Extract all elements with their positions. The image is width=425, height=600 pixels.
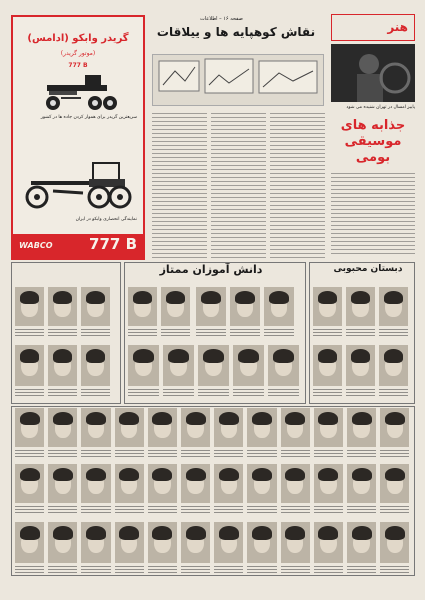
student-portrait xyxy=(48,464,77,514)
portrait-caption xyxy=(247,504,276,514)
student-portrait xyxy=(233,345,264,397)
portrait-photo xyxy=(347,464,376,503)
portrait-caption xyxy=(161,327,190,337)
portrait-caption xyxy=(313,387,342,397)
student-portrait xyxy=(268,345,299,397)
portrait-caption xyxy=(81,448,110,458)
student-portrait xyxy=(247,464,276,514)
grader-illustration-large xyxy=(23,153,133,211)
portrait-caption xyxy=(281,564,310,574)
student-portrait xyxy=(15,464,44,514)
dabestan-section-title: دبستان محبوبی xyxy=(333,264,403,274)
portrait-caption xyxy=(148,564,177,574)
portrait-photo xyxy=(15,345,44,386)
portrait-caption xyxy=(48,564,77,574)
portrait-photo xyxy=(115,522,144,563)
portrait-caption xyxy=(15,564,44,574)
portrait-photo xyxy=(247,464,276,503)
portrait-photo xyxy=(81,287,110,326)
student-portrait xyxy=(128,345,159,397)
student-portrait xyxy=(380,522,409,574)
portrait-caption xyxy=(347,564,376,574)
portrait-photo xyxy=(81,464,110,503)
portrait-caption xyxy=(281,504,310,514)
portrait-photo xyxy=(247,522,276,563)
portrait-caption xyxy=(81,504,110,514)
portrait-photo xyxy=(233,345,264,386)
student-portrait xyxy=(81,287,110,337)
ad-contact-text: نمایندگی انحصاری وابکو در ایران xyxy=(75,217,137,222)
student-portrait xyxy=(281,522,310,574)
portrait-photo xyxy=(347,522,376,563)
text-column-3 xyxy=(270,110,325,258)
portrait-caption xyxy=(148,504,177,514)
portrait-caption xyxy=(48,327,77,337)
student-portrait xyxy=(48,287,77,337)
portrait-photo xyxy=(247,408,276,447)
portrait-caption xyxy=(128,327,157,337)
student-portrait xyxy=(181,522,210,574)
art-section-label: هنر xyxy=(387,20,408,34)
portrait-caption xyxy=(15,327,44,337)
portrait-caption xyxy=(15,387,44,397)
ad-subtitle: (موتور گریدر) xyxy=(60,50,96,57)
student-portrait xyxy=(346,345,375,397)
portrait-photo xyxy=(380,464,409,503)
portrait-photo xyxy=(181,408,210,447)
student-portrait xyxy=(380,408,409,458)
portrait-photo xyxy=(181,464,210,503)
musician-silhouette xyxy=(331,44,415,102)
student-portrait xyxy=(214,408,243,458)
portrait-photo xyxy=(347,408,376,447)
portrait-photo xyxy=(15,522,44,563)
student-portrait xyxy=(163,345,194,397)
portrait-photo xyxy=(314,464,343,503)
student-portrait xyxy=(148,464,177,514)
portrait-caption xyxy=(181,504,210,514)
portrait-caption xyxy=(15,448,44,458)
paintings-photo-strip xyxy=(152,54,324,106)
portrait-photo xyxy=(163,345,194,386)
portrait-photo xyxy=(314,522,343,563)
student-portrait xyxy=(115,408,144,458)
portrait-caption xyxy=(181,564,210,574)
student-portrait xyxy=(115,522,144,574)
portrait-photo xyxy=(281,522,310,563)
portrait-caption xyxy=(264,327,294,337)
portrait-caption xyxy=(247,448,276,458)
student-portrait xyxy=(314,464,343,514)
portrait-photo xyxy=(128,345,159,386)
portrait-photo xyxy=(48,464,77,503)
student-portrait xyxy=(161,287,190,337)
grader-illustration-small xyxy=(37,71,121,113)
portrait-caption xyxy=(48,504,77,514)
ad-title: گریدر وابکو (ادامس) xyxy=(27,33,129,44)
portrait-caption xyxy=(346,327,375,337)
portrait-caption xyxy=(346,387,375,397)
portrait-photo xyxy=(281,464,310,503)
portrait-photo xyxy=(181,522,210,563)
portrait-caption xyxy=(81,387,110,397)
music-headline: جذابه های موسیقی بومی xyxy=(340,118,406,165)
portrait-caption xyxy=(198,387,229,397)
headline-painter: نقاش کوهپایه ها و ییلاقات xyxy=(156,25,316,39)
portrait-photo xyxy=(264,287,294,326)
student-portrait xyxy=(48,408,77,458)
portrait-caption xyxy=(230,327,260,337)
student-portrait xyxy=(148,522,177,574)
music-text-column xyxy=(331,170,415,256)
portrait-caption xyxy=(181,448,210,458)
portrait-caption xyxy=(314,448,343,458)
portrait-photo xyxy=(379,287,408,326)
portrait-photo xyxy=(214,464,243,503)
student-portrait xyxy=(214,464,243,514)
portrait-photo xyxy=(48,287,77,326)
portrait-caption xyxy=(115,504,144,514)
students-section-title: دانش آموزان ممتاز xyxy=(159,263,263,276)
portrait-photo xyxy=(214,408,243,447)
student-portrait xyxy=(314,408,343,458)
student-portrait xyxy=(48,345,77,397)
portrait-caption xyxy=(115,448,144,458)
portrait-caption xyxy=(128,387,159,397)
portrait-caption xyxy=(148,448,177,458)
student-portrait xyxy=(181,408,210,458)
portrait-caption xyxy=(115,564,144,574)
student-portrait xyxy=(347,522,376,574)
portrait-caption xyxy=(380,448,409,458)
ad-body-text: سریعترین گریدر برای هموار کردن جاده ها در کشور xyxy=(40,115,137,120)
portrait-caption xyxy=(347,504,376,514)
portrait-caption xyxy=(379,387,408,397)
text-column-2 xyxy=(211,110,266,258)
paintings-illustration xyxy=(153,55,323,105)
student-portrait xyxy=(81,464,110,514)
portrait-photo xyxy=(81,408,110,447)
student-portrait xyxy=(196,287,226,337)
student-portrait xyxy=(81,522,110,574)
portrait-caption xyxy=(247,564,276,574)
student-portrait xyxy=(347,408,376,458)
student-portrait xyxy=(15,287,44,337)
portrait-caption xyxy=(48,448,77,458)
music-photo xyxy=(331,44,415,102)
portrait-photo xyxy=(81,345,110,386)
portrait-caption xyxy=(268,387,299,397)
portrait-photo xyxy=(268,345,299,386)
portrait-photo xyxy=(380,408,409,447)
student-portrait xyxy=(247,522,276,574)
portrait-caption xyxy=(81,327,110,337)
portrait-photo xyxy=(128,287,157,326)
wabco-advertisement xyxy=(11,15,145,260)
portrait-photo xyxy=(148,464,177,503)
student-portrait xyxy=(81,408,110,458)
student-portrait xyxy=(247,408,276,458)
portrait-caption xyxy=(314,564,343,574)
student-portrait xyxy=(313,287,342,337)
portrait-caption xyxy=(214,564,243,574)
student-portrait xyxy=(214,522,243,574)
portrait-photo xyxy=(115,464,144,503)
portrait-caption xyxy=(313,327,342,337)
portrait-caption xyxy=(81,564,110,574)
student-portrait xyxy=(48,522,77,574)
portrait-caption xyxy=(48,387,77,397)
ad-model: 777 B xyxy=(68,62,88,69)
student-portrait xyxy=(379,287,408,337)
student-portrait xyxy=(346,287,375,337)
portrait-photo xyxy=(214,522,243,563)
portrait-caption xyxy=(347,448,376,458)
portrait-caption xyxy=(233,387,264,397)
portrait-photo xyxy=(48,408,77,447)
student-portrait xyxy=(15,408,44,458)
student-portrait xyxy=(15,345,44,397)
portrait-photo xyxy=(198,345,229,386)
text-column-1 xyxy=(152,110,207,258)
portrait-photo xyxy=(281,408,310,447)
page-folio: صفحه ۱۶ – اطلاعات xyxy=(200,16,243,22)
student-portrait xyxy=(198,345,229,397)
ad-red-bar xyxy=(13,234,143,258)
portrait-photo xyxy=(81,522,110,563)
portrait-caption xyxy=(214,448,243,458)
music-lead-text: پاییز امسال در تهران شنیده می شود xyxy=(346,105,415,110)
portrait-caption xyxy=(15,504,44,514)
portrait-photo xyxy=(161,287,190,326)
portrait-caption xyxy=(380,564,409,574)
portrait-photo xyxy=(230,287,260,326)
student-portrait xyxy=(181,464,210,514)
ad-model-code: 777 B xyxy=(89,235,137,253)
student-portrait xyxy=(128,287,157,337)
portrait-caption xyxy=(380,504,409,514)
student-portrait xyxy=(379,345,408,397)
portrait-caption xyxy=(196,327,226,337)
portrait-photo xyxy=(346,287,375,326)
portrait-photo xyxy=(48,345,77,386)
student-portrait xyxy=(15,522,44,574)
student-portrait xyxy=(313,345,342,397)
portrait-photo xyxy=(196,287,226,326)
wabco-logo: WABCO xyxy=(19,241,53,250)
portrait-caption xyxy=(314,504,343,514)
portrait-photo xyxy=(15,408,44,447)
student-portrait xyxy=(264,287,294,337)
portrait-caption xyxy=(379,327,408,337)
portrait-photo xyxy=(314,408,343,447)
student-portrait xyxy=(230,287,260,337)
portrait-photo xyxy=(148,408,177,447)
student-portrait xyxy=(148,408,177,458)
student-portrait xyxy=(81,345,110,397)
portrait-photo xyxy=(48,522,77,563)
art-section-box xyxy=(331,14,415,41)
portrait-photo xyxy=(115,408,144,447)
portrait-photo xyxy=(379,345,408,386)
student-portrait xyxy=(380,464,409,514)
portrait-photo xyxy=(148,522,177,563)
portrait-caption xyxy=(281,448,310,458)
portrait-photo xyxy=(15,464,44,503)
portrait-caption xyxy=(214,504,243,514)
portrait-photo xyxy=(346,345,375,386)
portrait-photo xyxy=(313,287,342,326)
student-portrait xyxy=(347,464,376,514)
student-portrait xyxy=(115,464,144,514)
student-portrait xyxy=(314,522,343,574)
portrait-photo xyxy=(380,522,409,563)
student-portrait xyxy=(281,464,310,514)
portrait-photo xyxy=(313,345,342,386)
portrait-caption xyxy=(163,387,194,397)
portrait-photo xyxy=(15,287,44,326)
student-portrait xyxy=(281,408,310,458)
